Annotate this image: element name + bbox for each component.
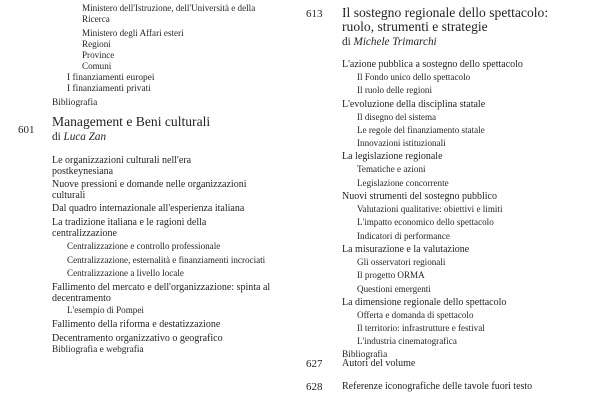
toc-entry[interactable]: Il territorio: infrastrutture e festival: [357, 323, 485, 334]
toc-entry[interactable]: Centralizzazione a livello locale: [67, 267, 184, 278]
toc-entry[interactable]: Il disegno del sistema: [357, 111, 437, 122]
author-prefix: di: [342, 36, 351, 48]
toc-entry[interactable]: Centralizzazione, esternalità e finanziamenti incrociati: [67, 254, 266, 265]
toc-entry[interactable]: Regioni: [82, 38, 111, 49]
toc-entry[interactable]: Ministero dell'Istruzione, dell'Università e della Ricerca: [82, 3, 256, 25]
page-number: 628: [306, 381, 323, 393]
toc-entry[interactable]: Province: [82, 50, 115, 61]
chapter-title[interactable]: Il sostegno regionale dello spettacolo:: [342, 5, 549, 20]
toc-entry[interactable]: Fallimento del mercato e dell'organizzazione: spinta al decentramento: [52, 282, 271, 305]
toc-entry[interactable]: Le regole del finanziamento statale: [357, 124, 485, 135]
toc-entry[interactable]: L'industria cinematografica: [357, 336, 457, 347]
toc-entry[interactable]: Valutazioni qualitative: obiettivi e limiti: [357, 204, 503, 215]
toc-entry[interactable]: L'impatto economico dello spettacolo: [357, 217, 494, 228]
toc-entry[interactable]: La legislazione regionale: [342, 151, 443, 163]
toc-entry[interactable]: Il ruolo delle regioni: [357, 85, 433, 96]
toc-entry[interactable]: Bibliografia: [342, 349, 388, 360]
toc-entry[interactable]: Questioni emergenti: [357, 283, 431, 294]
toc-entry[interactable]: Il Fondo unico dello spettacolo: [357, 72, 471, 82]
author-name: Luca Zan: [63, 131, 107, 144]
toc-entry[interactable]: Bibliografia e webgrafia: [52, 344, 144, 355]
toc-entry[interactable]: Gli osservatori regionali: [357, 256, 446, 267]
toc-entry[interactable]: Offerta e domanda di spettacolo: [357, 309, 474, 320]
toc-entry[interactable]: La misurazione e la valutazione: [342, 243, 470, 255]
toc-entry[interactable]: Comuni: [82, 61, 112, 72]
toc-entry[interactable]: Il progetto ORMA: [357, 270, 425, 281]
chapter-author: [0, 131, 290, 144]
toc-entry-image-credits[interactable]: Referenze iconografiche delle tavole fuori testo: [342, 381, 533, 392]
toc-entry[interactable]: Legislazione concorrente: [357, 177, 449, 188]
toc-entry[interactable]: Nuovi strumenti del sostegno pubblico: [342, 191, 497, 203]
chapter-title-continued[interactable]: ruolo, strumenti e strategie: [342, 19, 488, 34]
toc-entry[interactable]: Nuove pressioni e domande nelle organizzazioni culturali: [52, 179, 247, 202]
toc-entry[interactable]: Bibliografia: [52, 98, 98, 109]
chapter-page-number: 601: [18, 124, 35, 136]
left-column: [0, 0, 290, 355]
toc-entry[interactable]: L'evoluzione della disciplina statale: [342, 98, 486, 110]
author-name: Michele Trimarchi: [353, 36, 437, 48]
chapter-author: [300, 36, 602, 49]
toc-entry[interactable]: L'esempio di Pompei: [67, 305, 144, 316]
right-column: [300, 0, 602, 393]
toc-entry[interactable]: I finanziamenti privati: [67, 83, 151, 94]
toc-entry[interactable]: Ministero degli Affari esteri: [82, 27, 184, 38]
toc-entry-authors[interactable]: Autori del volume: [342, 358, 416, 369]
toc-entry[interactable]: Le organizzazioni culturali nell'era postkeynesiana: [52, 155, 192, 178]
author-prefix: di: [52, 131, 61, 144]
toc-entry[interactable]: Indicatori di performance: [357, 230, 450, 241]
toc-entry[interactable]: Fallimento della riforma e destatizzazione: [52, 318, 221, 330]
toc-entry[interactable]: Tematiche e azioni: [357, 164, 426, 175]
chapter-title[interactable]: Management e Beni culturali: [52, 114, 211, 130]
page-number: 627: [306, 358, 323, 370]
toc-entry[interactable]: Dal quadro internazionale all'esperienza italiana: [52, 203, 245, 215]
toc-entry[interactable]: La tradizione italiana e le ragioni della centralizzazione: [52, 217, 207, 240]
toc-entry[interactable]: Innovazioni istituzionali: [357, 138, 446, 149]
chapter-page-number: 613: [306, 8, 323, 20]
toc-entry[interactable]: I finanziamenti europei: [67, 72, 155, 83]
toc-entry[interactable]: Decentramento organizzativo o geografico: [52, 332, 223, 344]
toc-entry[interactable]: La dimensione regionale dello spettacolo: [342, 296, 507, 308]
toc-entry[interactable]: Centralizzazione e controllo professionale: [67, 241, 221, 252]
toc-entry[interactable]: L'azione pubblica a sostegno dello spettacolo: [342, 59, 523, 70]
